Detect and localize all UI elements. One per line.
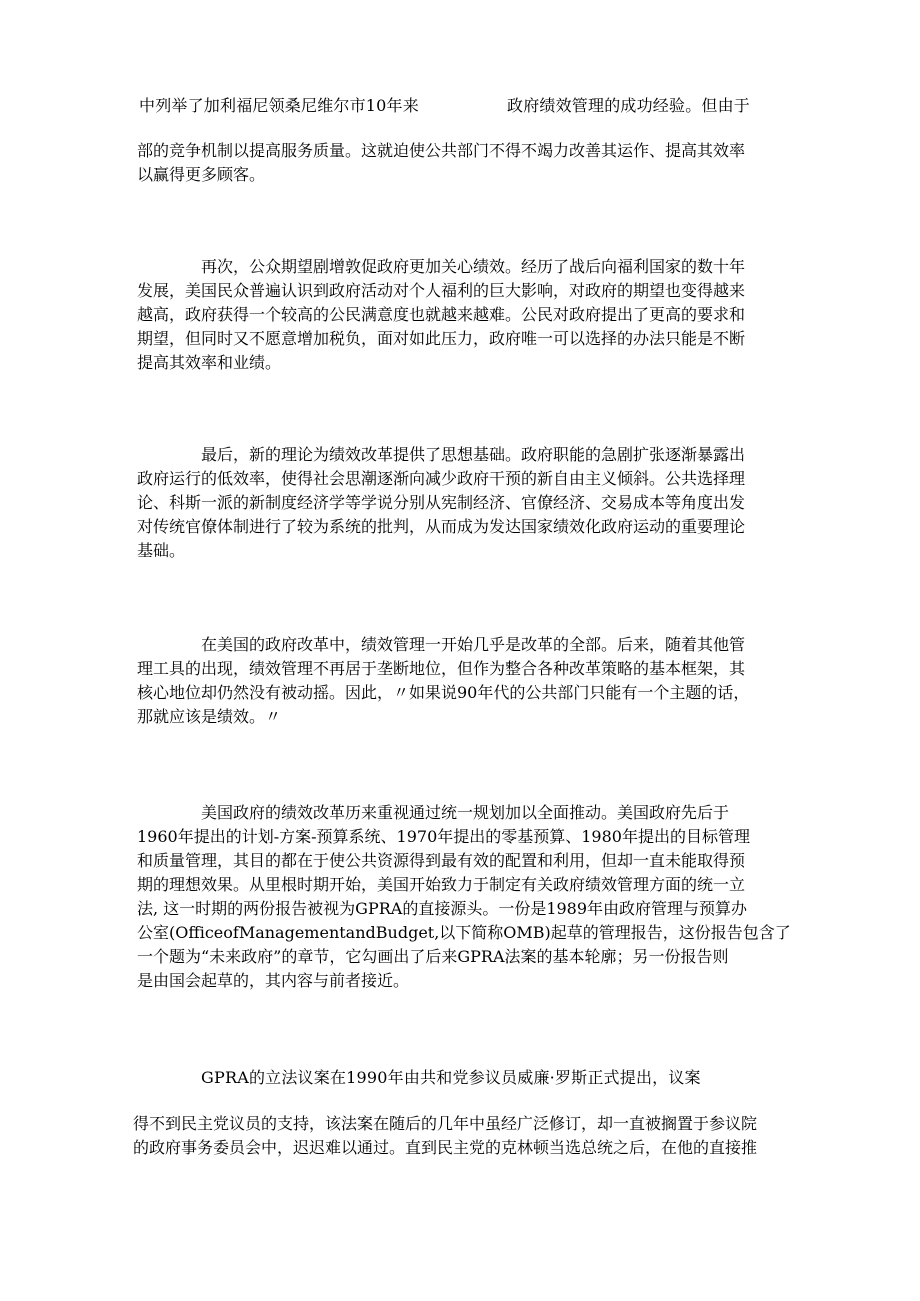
paragraph-4 [137,801,797,993]
paragraph-line: 最后，新的理论为绩效改革提供了思想基础。政府职能的急剧扩张逐渐暴露出 [201,445,746,464]
paragraph-line: 基础。 [137,541,186,560]
paragraph-line: 1960年提出的计划-方案-预算系统、1970年提出的零基预算、1980年提出的目标管理 [137,827,750,846]
paragraph-line: 提高其效率和业绩。 [137,353,282,372]
paragraph-line: 核心地位却仍然没有被动摇。因此，〃如果说90年代的公共部门只能有一个主题的话， [137,683,750,702]
paragraph-3 [137,633,797,729]
paragraph-line: 和质量管理，其目的都在于使公共资源得到最有效的配置和利用，但却一直未能取得预 [137,851,746,870]
top-fragment-right: 政府绩效管理的成功经验。但由于 [507,96,751,115]
paragraph-0 [137,139,797,187]
paragraph-line: 理工具的出现，绩效管理不再居于垄断地位，但作为整合各种改革策略的基本框架，其 [137,659,746,678]
paragraph-1 [137,255,797,375]
paragraph-line: 对传统官僚体制进行了较为系统的批判，从而成为发达国家绩效化政府运动的重要理论 [137,517,746,536]
paragraph-line: 在美国的政府改革中，绩效管理一开始几乎是改革的全部。后来，随着其他管 [201,635,746,654]
paragraph-line: 那就应该是绩效。〃 [137,707,282,726]
paragraph-line: 期的理想效果。从里根时期开始，美国开始致力于制定有关政府绩效管理方面的统一立 [137,875,746,894]
paragraph-line: 是由国会起草的，其内容与前者接近。 [137,971,410,990]
paragraph-line: 一个题为“未来政府”的章节，它勾画出了后来GPRA法案的基本轮廓；另一份报告则 [137,947,729,966]
paragraph-line: 期望，但同时又不愿意增加税负，面对如此压力，政府唯一可以选择的办法只能是不断 [137,329,746,348]
paragraph-line: 法, 这一时期的两份报告被视为GPRA的直接源头。一份是1989年由政府管理与预算办 [137,899,748,918]
paragraph-line: 发展，美国民众普遍认识到政府活动对个人福利的巨大影响，对政府的期望也变得越来 [137,281,746,300]
paragraph-line: 美国政府的绩效改革历来重视通过统一规划加以全面推动。美国政府先后于 [201,803,730,822]
paragraph-5-first-line: GPRA的立法议案在1990年由共和党参议员威廉·罗斯正式提出，议案 [201,1068,701,1087]
paragraph-line: 公室(OfficeofManagementandBudget,以下简称OMB)起草的管理报告，这份报告包含了 [137,923,791,942]
paragraph-6 [133,1112,797,1160]
paragraph-line: 得不到民主党议员的支持，该法案在随后的几年中虽经广泛修订，却一直被搁置于参议院 [133,1114,758,1133]
paragraph-line: 的政府事务委员会中，迟迟难以通过。直到民主党的克林顿当选总统之后，在他的直接推 [133,1138,758,1157]
paragraph-line: 越高，政府获得一个较高的公民满意度也就越来越难。公民对政府提出了更高的要求和 [137,305,746,324]
paragraph-line: 政府运行的低效率，使得社会思潮逐渐向减少政府干预的新自由主义倾斜。公共选择理 [137,469,746,488]
paragraph-line: 以赢得更多顾客。 [137,165,266,184]
top-fragment-left: 中列举了加利福尼领桑尼维尔市10年来 [139,96,419,115]
paragraph-line: 部的竞争机制以提高服务质量。这就迫使公共部门不得不竭力改善其运作、提高其效率 [137,141,746,160]
paragraph-2 [137,443,797,563]
paragraph-line: 再次，公众期望剧增敦促政府更加关心绩效。经历了战后向福利国家的数十年 [201,257,746,276]
paragraph-line: 论、科斯一派的新制度经济学等学说分别从宪制经济、官僚经济、交易成本等角度出发 [137,493,746,512]
